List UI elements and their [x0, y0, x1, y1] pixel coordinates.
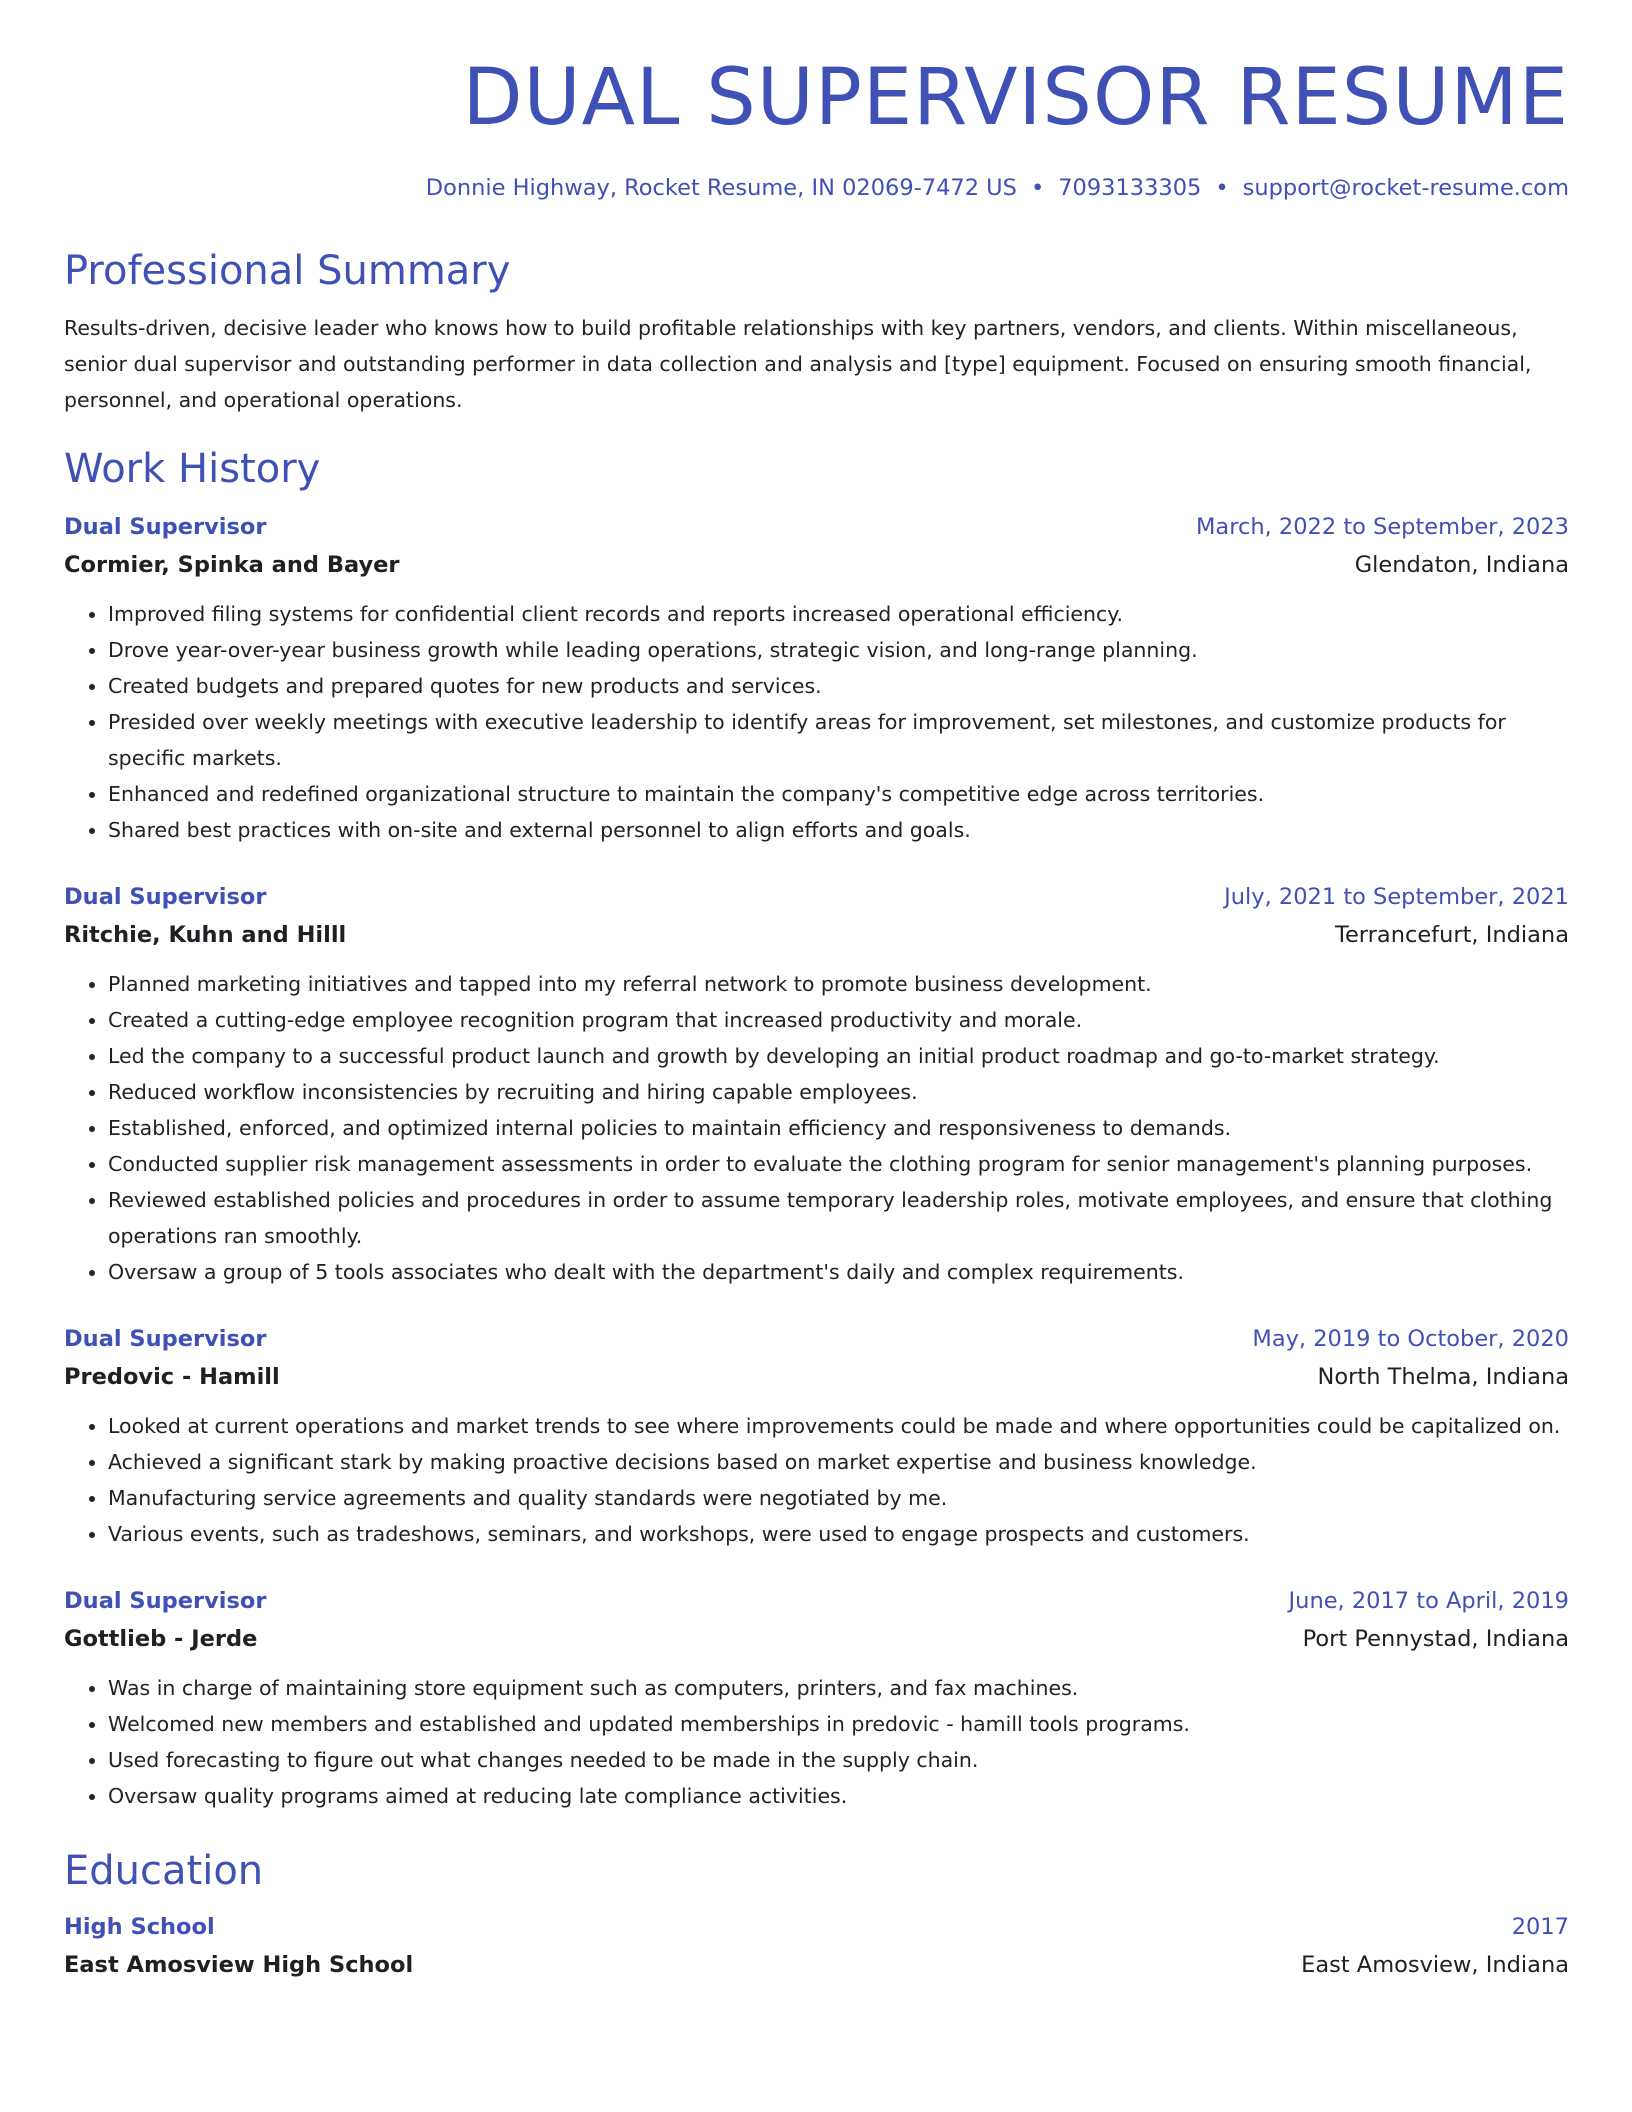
- job-role: Dual Supervisor: [64, 1326, 267, 1352]
- job-location: Terrancefurt, Indiana: [1335, 922, 1569, 948]
- education-year: 2017: [1511, 1914, 1569, 1940]
- job-bullet-list: [64, 966, 1569, 1290]
- job-bullet: • Achieved a significant stark by making proactive decisions based on market expertise and business knowledge.: [108, 1444, 1569, 1480]
- education-location: East Amosview, Indiana: [1301, 1952, 1569, 1978]
- education-school-row: [64, 1948, 1569, 1982]
- education-degree: High School: [64, 1914, 215, 1940]
- job-header-row: [64, 880, 1569, 914]
- job-bullet: • Oversaw a group of 5 tools associates who dealt with the department's daily and complex requirements.: [108, 1254, 1569, 1290]
- contact-address: Donnie Highway, Rocket Resume, IN 02069-7472 US: [425, 175, 1017, 201]
- education-list: [64, 1910, 1569, 1982]
- job-bullet-list: [64, 1670, 1569, 1814]
- education-school: East Amosview High School: [64, 1952, 414, 1978]
- job-bullet: • Improved filing systems for confidential client records and reports increased operational efficiency.: [108, 596, 1569, 632]
- resume-title: DUAL SUPERVISOR RESUME: [462, 53, 1569, 143]
- job-dates: March, 2022 to September, 2023: [1196, 514, 1569, 540]
- job-bullet: • Looked at current operations and market trends to see where improvements could be made and where opportunities could be capitalized on.: [108, 1408, 1569, 1444]
- job-bullet: • Various events, such as tradeshows, seminars, and workshops, were used to engage prospects and customers.: [108, 1516, 1569, 1552]
- job-location: Glendaton, Indiana: [1354, 552, 1569, 578]
- job-bullet: • Shared best practices with on-site and external personnel to align efforts and goals.: [108, 812, 1569, 848]
- contact-line: [64, 172, 1569, 204]
- job-company: Ritchie, Kuhn and Hilll: [64, 922, 347, 948]
- job-entry: [64, 1584, 1569, 1814]
- job-bullet: • Manufacturing service agreements and quality standards were negotiated by me.: [108, 1480, 1569, 1516]
- job-bullet-list: [64, 1408, 1569, 1552]
- job-role: Dual Supervisor: [64, 884, 267, 910]
- job-bullet-list: [64, 596, 1569, 848]
- job-bullet: • Planned marketing initiatives and tapped into my referral network to promote business development.: [108, 966, 1569, 1002]
- job-bullet: • Welcomed new members and established and updated memberships in predovic - hamill tools programs.: [108, 1706, 1569, 1742]
- job-bullet: • Conducted supplier risk management assessments in order to evaluate the clothing program for senior management's planning purposes.: [108, 1146, 1569, 1182]
- work-history-heading: Work History: [64, 446, 321, 492]
- job-bullet: • Created budgets and prepared quotes for new products and services.: [108, 668, 1569, 704]
- job-bullet: • Presided over weekly meetings with executive leadership to identify areas for improvement, set milestones, and customize products for specific markets.: [108, 704, 1569, 776]
- job-bullet: • Was in charge of maintaining store equipment such as computers, printers, and fax machines.: [108, 1670, 1569, 1706]
- job-role: Dual Supervisor: [64, 1588, 267, 1614]
- job-bullet: • Reviewed established policies and procedures in order to assume temporary leadership roles, motivate employees, and ensure that clothing operations ran smoothly.: [108, 1182, 1569, 1254]
- job-bullet: • Created a cutting-edge employee recognition program that increased productivity and morale.: [108, 1002, 1569, 1038]
- job-bullet: • Enhanced and redefined organizational structure to maintain the company's competitive edge across territories.: [108, 776, 1569, 812]
- job-entry: [64, 1322, 1569, 1552]
- contact-email: support@rocket-resume.com: [1242, 175, 1569, 201]
- contact-separator: •: [1215, 175, 1229, 201]
- job-company: Cormier, Spinka and Bayer: [64, 552, 400, 578]
- job-dates: May, 2019 to October, 2020: [1252, 1326, 1569, 1352]
- job-entry: [64, 880, 1569, 1290]
- job-location: North Thelma, Indiana: [1317, 1364, 1569, 1390]
- job-entry: [64, 510, 1569, 848]
- job-company: Gottlieb - Jerde: [64, 1626, 258, 1652]
- contact-phone: 7093133305: [1058, 175, 1202, 201]
- job-bullet: • Reduced workflow inconsistencies by recruiting and hiring capable employees.: [108, 1074, 1569, 1110]
- job-dates: July, 2021 to September, 2021: [1224, 884, 1569, 910]
- work-history-list: [64, 510, 1569, 1814]
- summary-heading: Professional Summary: [64, 248, 511, 294]
- job-header-row: [64, 1584, 1569, 1618]
- job-location: Port Pennystad, Indiana: [1302, 1626, 1569, 1652]
- job-bullet: • Led the company to a successful product launch and growth by developing an initial product roadmap and go-to-market strategy.: [108, 1038, 1569, 1074]
- job-company-row: [64, 548, 1569, 582]
- job-dates: June, 2017 to April, 2019: [1288, 1588, 1569, 1614]
- contact-separator: •: [1030, 175, 1045, 201]
- job-header-row: [64, 1322, 1569, 1356]
- education-header-row: [64, 1910, 1569, 1944]
- education-entry: [64, 1910, 1569, 1982]
- job-company-row: [64, 1360, 1569, 1394]
- job-company: Predovic - Hamill: [64, 1364, 280, 1390]
- job-bullet: • Established, enforced, and optimized internal policies to maintain efficiency and responsiveness to demands.: [108, 1110, 1569, 1146]
- job-bullet: • Oversaw quality programs aimed at reducing late compliance activities.: [108, 1778, 1569, 1814]
- job-company-row: [64, 1622, 1569, 1656]
- job-bullet: • Drove year-over-year business growth while leading operations, strategic vision, and long-range planning.: [108, 632, 1569, 668]
- resume-page: [64, 0, 1569, 1982]
- job-bullet: • Used forecasting to figure out what changes needed to be made in the supply chain.: [108, 1742, 1569, 1778]
- job-header-row: [64, 510, 1569, 544]
- summary-text: Results-driven, decisive leader who knows how to build profitable relationships with key partners, vendors, and clients. Within miscellaneous, senior dual supervisor and outstanding performer in data collection and analysis and [type] equipment. Focused on ensuring smooth financial, personnel, and operational operations.: [64, 316, 1532, 412]
- education-heading: Education: [64, 1848, 264, 1894]
- job-role: Dual Supervisor: [64, 514, 267, 540]
- job-company-row: [64, 918, 1569, 952]
